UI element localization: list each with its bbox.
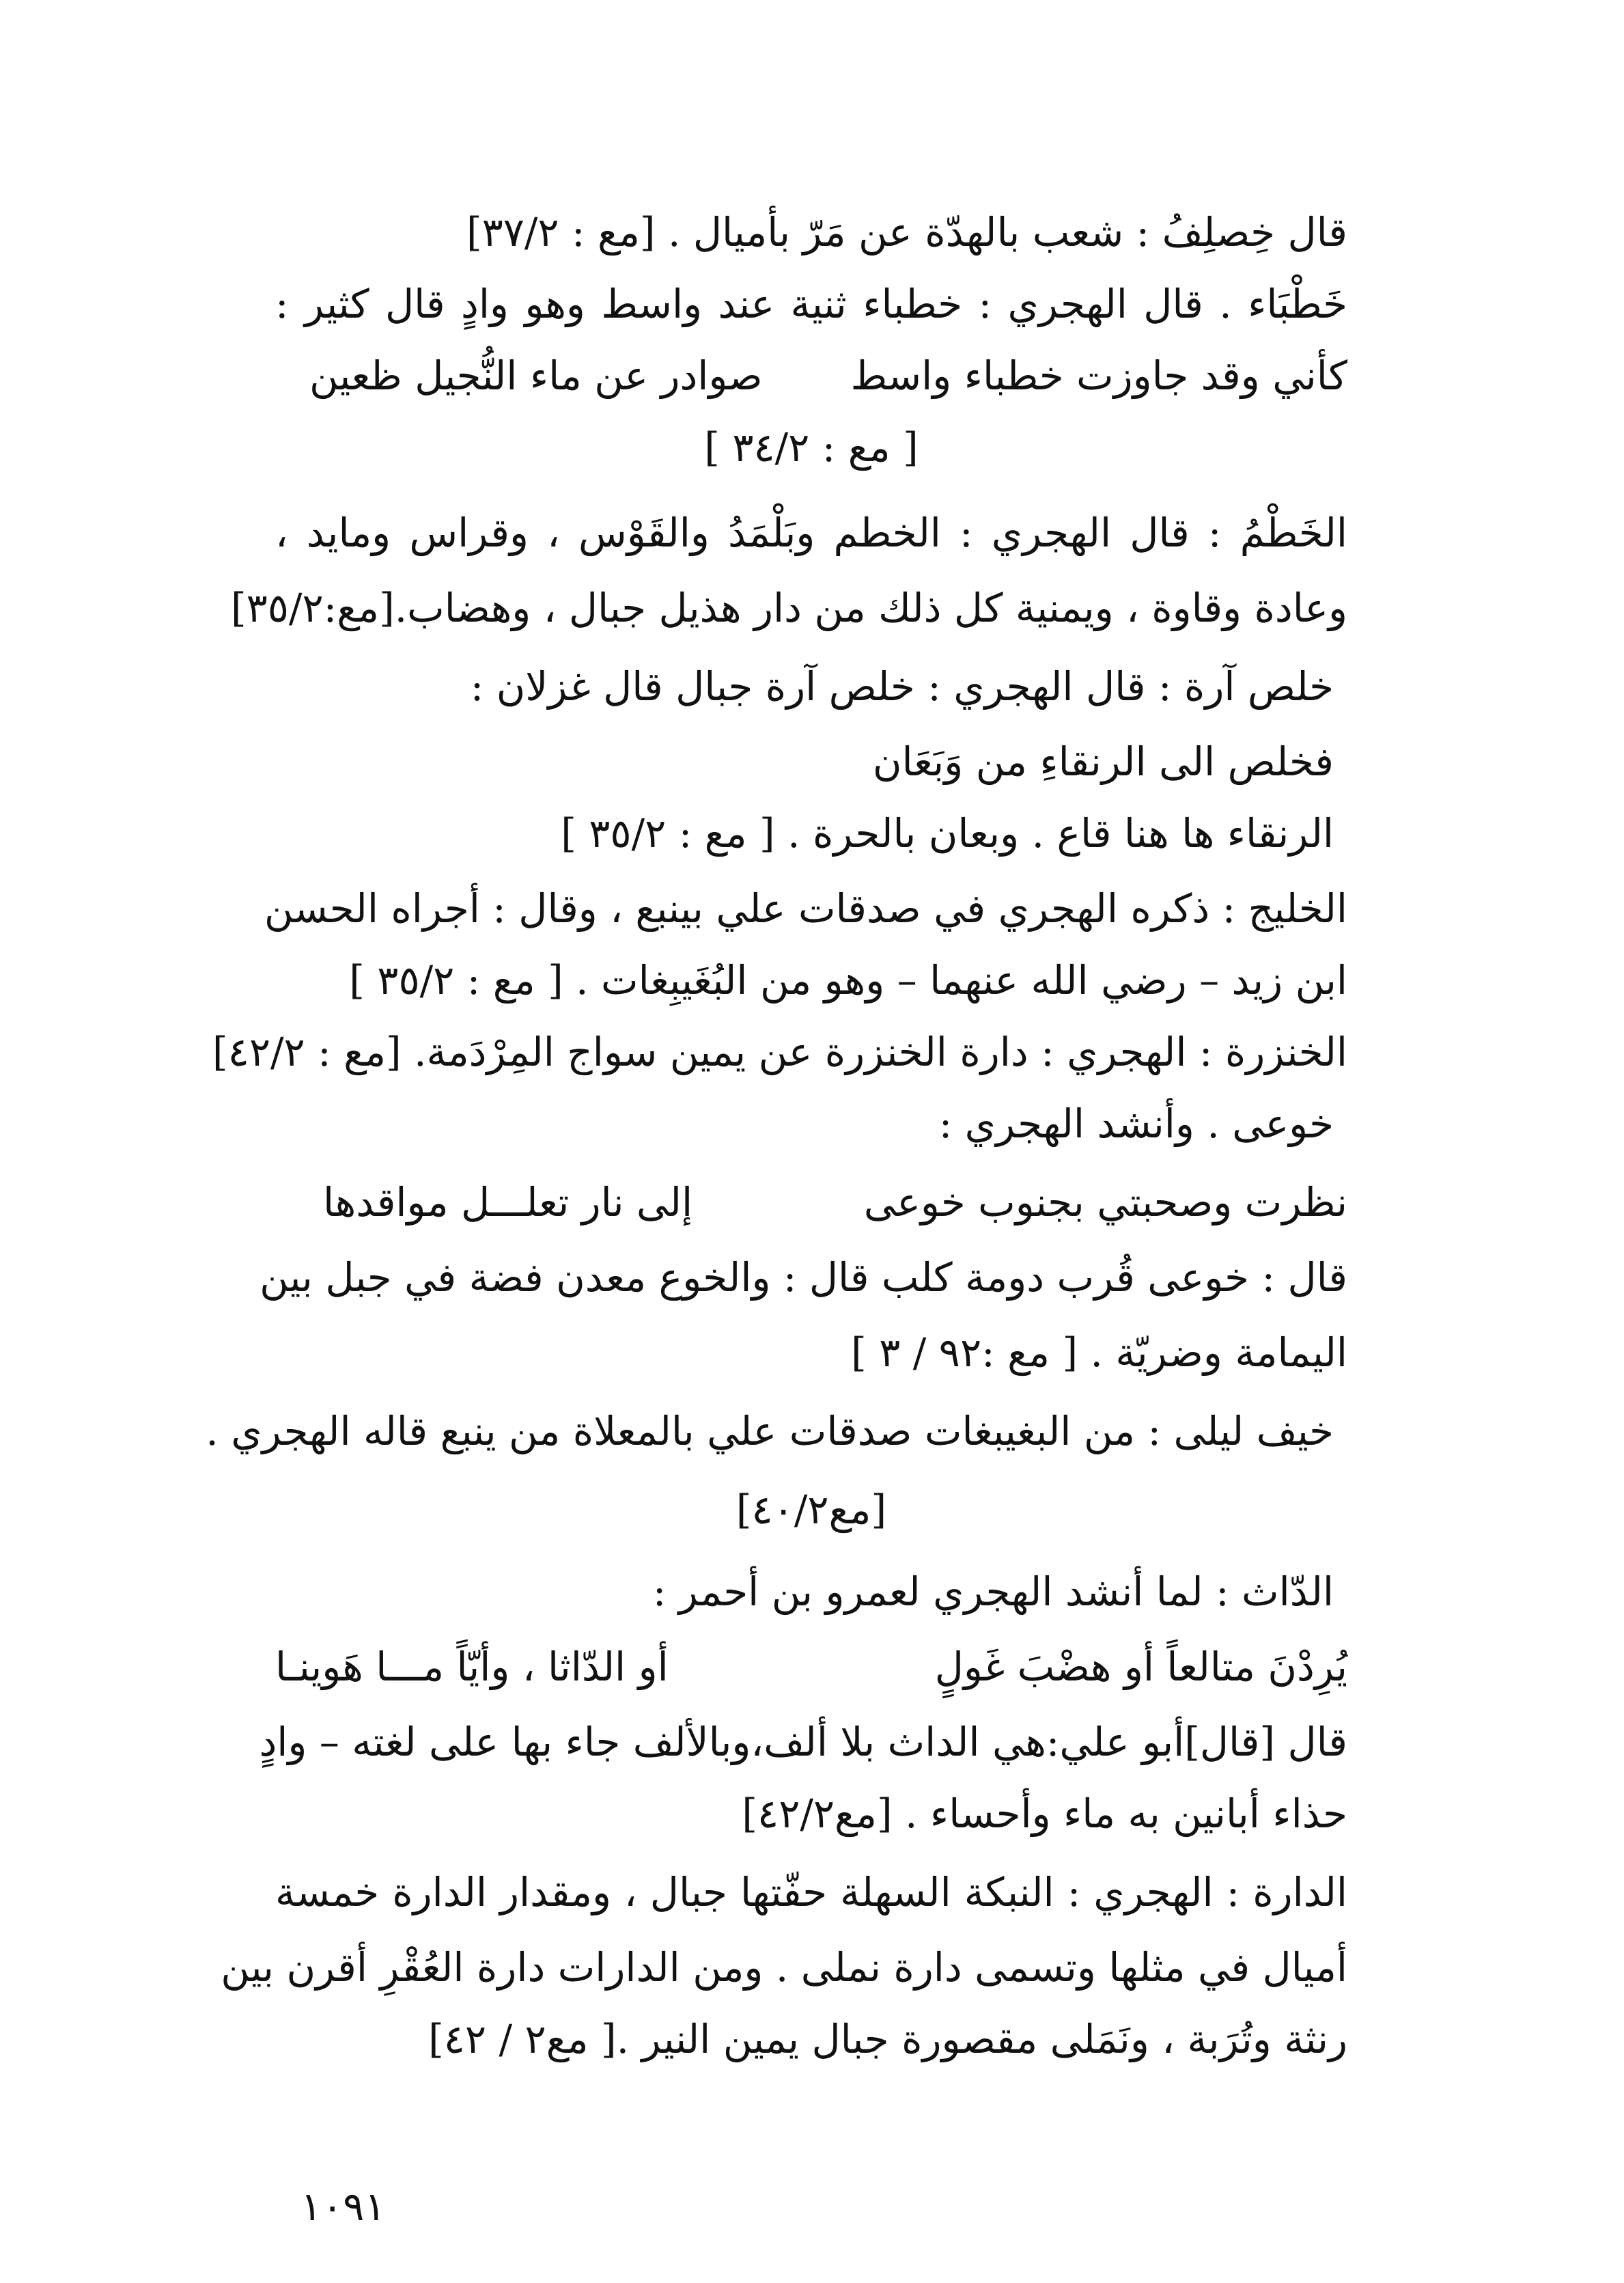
verse-second-hemistich: أو الدّاثا ، وأيّاً مـــا هَوينـا [275,1644,669,1690]
entry-khayf-layla: خيف ليلى : من البغيبغات صدقات علي بالمعلاة من ينبع قاله الهجري . [206,1408,1334,1454]
verse-first-hemistich: كأني وقد جاوزت خطباء واسط [850,352,1347,399]
entry-khatm: الخَطْمُ : قال الهجري : الخطم وبَلْمَدُ والقَوْس ، وقراس ومايد ، [275,510,1347,556]
entry-dara-continued: أميال في مثلها وتسمى دارة نملى . ومن الدارات دارة العُقْرِ أقرن بين [221,1944,1347,1991]
entry-dara-continued-2: رنثة وتُرَبة ، ونَمَلى مقصورة جبال يمين النير .[ مع٢ / ٤٢] [428,2016,1347,2062]
verse-ghazlan: فخلص الى الرنقاءِ من وَبَعَان [872,738,1334,785]
entry-dath-gloss-continued: حذاء أبانين به ماء وأحساء . [مع٤٢/٢] [742,1790,1347,1837]
entry-khawa-gloss-continued: اليمامة وضريّة . [ مع :٩٢ / ٣ ] [851,1329,1347,1376]
entry-khalij: الخليج : ذكره الهجري في صدقات علي بينبع ، وقال : أجراه الحسن [264,885,1347,932]
entry-khatm-continued: وعادة وقاوة ، ويمنية كل ذلك من دار هذيل جبال ، وهضاب.[مع:٣٥/٢] [230,585,1347,631]
verse-first-hemistich: يُرِدْنَ متالعاً أو هضْبَ غَولٍ [934,1644,1347,1690]
entry-khals-ara: خلص آرة : قال الهجري : خلص آرة جبال قال غزلان : [470,663,1334,710]
reference-citation: [ مع : ٣٤/٢ ] [704,424,919,471]
entry-khatba: خَطْبَاء . قال الهجري : خطباء ثنية عند واسط وهو وادٍ قال كثير : [275,281,1347,327]
verse-khawa [323,1168,1347,1236]
entry-khawa: خوعى . وأنشد الهجري : [938,1101,1334,1147]
entry-khawa-gloss: قال : خوعى قُرب دومة كلب قال : والخوع معدن فضة في جبل بين [260,1254,1347,1301]
entry-khalij-continued: ابن زيد – رضي الله عنهما – وهو من البُغَيبِغات . [ مع : ٣٥/٢ ] [349,957,1347,1004]
page-number: ١٠٩١ [300,2183,386,2230]
verse-kuthayyir [309,342,1347,410]
entry-khals-ara-gloss: الرنقاء ها هنا قاع . وبعان بالحرة . [ مع : ٣٥/٢ ] [561,810,1334,857]
verse-second-hemistich: إلى نار تعلـــل مواقدها [323,1179,693,1226]
reference-citation: [مع٤٠/٢] [736,1486,887,1533]
verse-second-hemistich: صوادر عن ماء النُّجيل ظعين [309,352,763,399]
entry-dath-gloss: قال [قال]أبو علي:هي الداث بلا ألف،وبالألف جاء بها على لغته – وادٍ [259,1719,1347,1765]
entry-khanzara: الخنزرة : الهجري : دارة الخنزرة عن يمين سواج المِرْدَمة. [مع : ٤٢/٢] [212,1029,1347,1075]
entry-khislif: قال خِصلِفُ : شعب بالهدّة عن مَرّ بأميال . [مع : ٣٧/٢] [466,209,1347,255]
verse-first-hemistich: نظرت وصحبتي بجنوب خوعى [863,1179,1347,1226]
verse-ibn-ahmar [275,1633,1347,1701]
entry-dara: الدارة : الهجري : النبكة السهلة حفّتها جبال ، ومقدار الدارة خمسة [275,1869,1347,1915]
entry-dath: الدّاث : لما أنشد الهجري لعمرو بن أحمر : [652,1568,1334,1615]
